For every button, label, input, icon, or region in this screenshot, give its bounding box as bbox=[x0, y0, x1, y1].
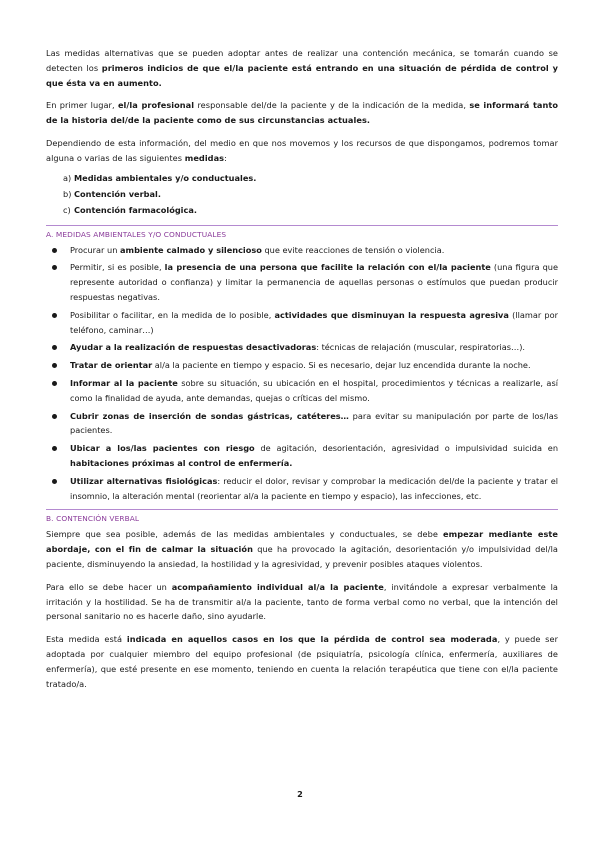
bullet-icon bbox=[52, 313, 57, 318]
bullet-item bbox=[46, 340, 558, 355]
list-item-text: Contención verbal. bbox=[74, 188, 161, 199]
bullet-icon bbox=[52, 248, 57, 253]
bullet-icon bbox=[52, 345, 57, 350]
bullet-text: Ayudar a la realización de respuestas desactivadoras: técnicas de relajación (muscular, respiratorias…). bbox=[70, 342, 526, 353]
list-marker: c) bbox=[63, 204, 71, 215]
bullet-item bbox=[46, 376, 558, 406]
bullet-text: Permitir, si es posible, la presencia de una persona que facilite la relación con el/la paciente (una figura que represente autoridad o confianza) y limitar la permanencia de aquellas personas o estímulos que puedan producir respuestas negativas. bbox=[70, 262, 558, 302]
bullet-icon bbox=[52, 446, 57, 451]
bullet-text: Tratar de orientar al/a la paciente en tiempo y espacio. Si es necesario, dejar luz encendida durante la noche. bbox=[70, 360, 531, 371]
list-item-text: Contención farmacológica. bbox=[74, 204, 197, 215]
list-item-text: Medidas ambientales y/o conductuales. bbox=[74, 172, 257, 183]
section-a bbox=[46, 225, 558, 504]
section-b-title: B. CONTENCIÓN VERBAL bbox=[46, 514, 140, 524]
page-number: 2 bbox=[297, 789, 303, 799]
bullet-icon bbox=[52, 381, 57, 386]
bullet-item bbox=[46, 260, 558, 304]
bullet-text: Procurar un ambiente calmado y silencioso que evite reacciones de tensión o violencia. bbox=[70, 244, 445, 255]
bullet-icon bbox=[52, 363, 57, 368]
measures-list-item bbox=[46, 186, 558, 202]
bullet-text: Ubicar a los/las pacientes con riesgo de agitación, desorientación, agresividad o impulsividad suicida en habitaciones próximas al control de enfermería. bbox=[70, 443, 559, 468]
bullet-item bbox=[46, 441, 558, 471]
bullet-icon bbox=[52, 265, 57, 270]
intro-paragraph-2: En primer lugar, el/la profesional responsable del/de la paciente y de la indicación de la medida, se informará tanto de la historia del/de la paciente como de sus circunstancias actuales. bbox=[46, 100, 559, 126]
bullet-text: Cubrir zonas de inserción de sondas gástricas, catéteres… para evitar su manipulación por parte de los/las pacientes. bbox=[70, 410, 558, 436]
bullet-icon bbox=[52, 414, 57, 419]
section-a-title: A. MEDIDAS AMBIENTALES Y/O CONDUCTUALES bbox=[46, 229, 227, 239]
section-b-paragraph: Esta medida está indicada en aquellos casos en los que la pérdida de control sea moderada, y puede ser adoptada por cualquier miembro del equipo profesional (de psiquiatría, psicología clínica, enfermería, auxiliares de enfermería), que esté presente en ese momento, teniendo en cuenta la relación terapéutica que tiene con el/la paciente tratado/a. bbox=[46, 634, 558, 689]
bullet-item bbox=[46, 409, 558, 439]
bullet-item bbox=[46, 308, 558, 338]
measures-list-item bbox=[46, 170, 558, 186]
bullet-text: Informar al la paciente sobre su situación, su ubicación en el hospital, procedimientos y técnicas a realizarle, así como la finalidad de ayuda, ante demandas, quejas o críticas del mismo. bbox=[70, 377, 558, 403]
bullet-text: Utilizar alternativas fisiológicas: reducir el dolor, revisar y comprobar la medicación del/de la paciente y tratar el insomnio, la alteración mental (reorientar al/a la paciente en tiempo y espacio), las infecciones, etc. bbox=[70, 475, 559, 501]
section-a-bullet-list bbox=[46, 243, 558, 504]
bullet-item bbox=[46, 474, 558, 504]
intro-paragraph-1: Las medidas alternativas que se pueden adoptar antes de realizar una contención mecánica, se tomarán cuando se detecten los primeros indicios de que el/la paciente está entrando en una situación de pérdida de control y que ésta va en aumento. bbox=[46, 48, 559, 88]
bullet-icon bbox=[52, 479, 57, 484]
section-b bbox=[46, 509, 558, 691]
section-b-paragraph: Siempre que sea posible, además de las medidas ambientales y conductuales, se debe empezar mediante este abordaje, con el fin de calmar la situación que ha provocado la agitación, desorientación y/o impulsividad del/la paciente, disminuyendo la ansiedad, la hostilidad y la agresividad, y prevenir posibles ataques violentos. bbox=[46, 529, 558, 569]
bullet-item bbox=[46, 243, 558, 258]
list-marker: b) bbox=[63, 188, 72, 199]
bullet-item bbox=[46, 358, 558, 373]
intro-paragraph-3: Dependiendo de esta información, del medio en que nos movemos y los recursos de que dispongamos, podremos tomar alguna o varias de las siguientes medidas: bbox=[46, 137, 558, 163]
list-marker: a) bbox=[63, 172, 72, 183]
measures-list-item bbox=[46, 202, 558, 218]
page-content bbox=[46, 46, 558, 699]
measures-list bbox=[46, 170, 558, 218]
bullet-text: Posibilitar o facilitar, en la medida de lo posible, actividades que disminuyan la respuesta agresiva (llamar por teléfono, caminar…) bbox=[70, 309, 558, 335]
section-b-paragraph: Para ello se debe hacer un acompañamiento individual al/a la paciente, invitándole a expresar verbalmente la irritación y la hostilidad. Se ha de transmitir al/a la paciente, tanto de forma verbal como no verbal, que la intención del personal sanitario no es hacerle daño, sino ayudarle. bbox=[46, 581, 558, 622]
